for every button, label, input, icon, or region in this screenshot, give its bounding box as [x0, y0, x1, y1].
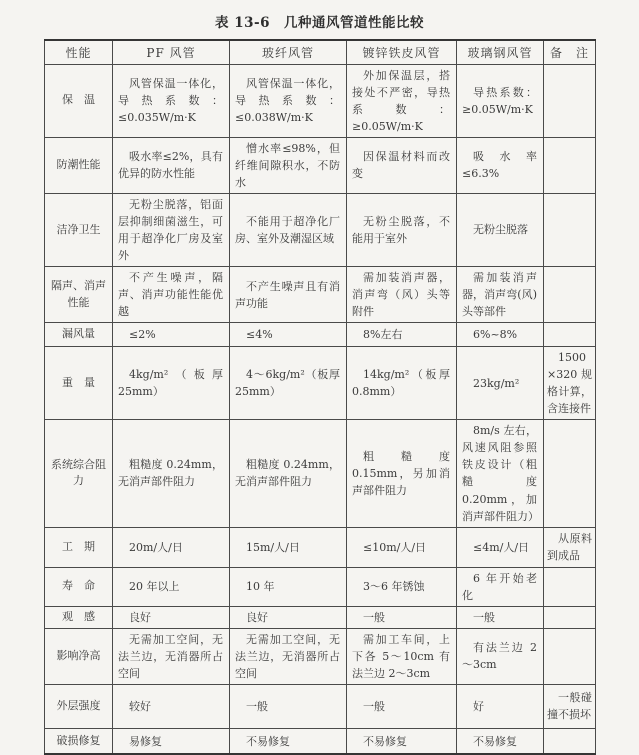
- remark-cell: [544, 728, 596, 754]
- row-label: 隔声、消声性能: [45, 267, 113, 323]
- cell: 因保温材料而改变: [347, 137, 457, 193]
- cell: 8%左右: [347, 323, 457, 347]
- column-header-5: 备 注: [544, 40, 596, 64]
- cell: 较好: [113, 684, 230, 728]
- row-label: 观 感: [45, 606, 113, 628]
- remark-cell: [544, 137, 596, 193]
- column-header-3: 镀锌铁皮风管: [347, 40, 457, 64]
- cell: 3～6 年锈蚀: [347, 567, 457, 606]
- column-header-0: 性能: [45, 40, 113, 64]
- cell: 6%~8%: [457, 323, 544, 347]
- cell: 6 年开始老化: [457, 567, 544, 606]
- cell: 无需加工空间，无法兰边，无消器所占空间: [113, 628, 230, 684]
- cell: 需加工车间，上下各 5～10cm 有法兰边 2～3cm: [347, 628, 457, 684]
- header-row: [45, 40, 596, 64]
- cell: 风管保温一体化，导热系数：≤0.035W/m·K: [113, 64, 230, 137]
- cell: 良好: [113, 606, 230, 628]
- cell: 23kg/m²: [457, 347, 544, 420]
- row-label: 寿 命: [45, 567, 113, 606]
- cell: 吸水率≤2%，具有优异的防水性能: [113, 137, 230, 193]
- cell: 不易修复: [457, 728, 544, 754]
- row-label: 洁净卫生: [45, 193, 113, 266]
- remark-cell: [544, 323, 596, 347]
- row-label: 保 温: [45, 64, 113, 137]
- cell: 一般: [230, 684, 347, 728]
- table-row: [45, 527, 596, 567]
- cell: 外加保温层，搭接处不严密，导热系数：≥0.05W/m·K: [347, 64, 457, 137]
- cell: 良好: [230, 606, 347, 628]
- cell: 导热系数：≥0.05W/m·K: [457, 64, 544, 137]
- cell: 需加装消声器，消声弯（风）头等附件: [347, 267, 457, 323]
- remark-cell: 一般碰撞不损坏: [544, 684, 596, 728]
- row-label: 重 量: [45, 347, 113, 420]
- remark-cell: 从原料到成品: [544, 527, 596, 567]
- row-label: 漏风量: [45, 323, 113, 347]
- table-row: [45, 64, 596, 137]
- cell: 粗糙度 0.15mm，另加消声部件阻力: [347, 420, 457, 527]
- cell: 不产生噪声，隔声、消声功能性能优越: [113, 267, 230, 323]
- table-row: [45, 267, 596, 323]
- row-label: 系统综合阻力: [45, 420, 113, 527]
- remark-cell: [544, 567, 596, 606]
- remark-cell: [544, 628, 596, 684]
- cell: 不能用于超净化厂房、室外及潮湿区域: [230, 193, 347, 266]
- cell: 20m/人/日: [113, 527, 230, 567]
- row-label: 防潮性能: [45, 137, 113, 193]
- table-row: [45, 137, 596, 193]
- remark-cell: [544, 267, 596, 323]
- table-row: [45, 567, 596, 606]
- cell: 8m/s 左右，风速风阻参照铁皮设计（粗糙度 0.20mm，加消声部件阻力）: [457, 420, 544, 527]
- cell: 需加装消声器，消声弯(风)头等部件: [457, 267, 544, 323]
- row-label: 工 期: [45, 527, 113, 567]
- table-row: [45, 728, 596, 754]
- cell: 粗糙度 0.24mm，无消声部件阻力: [230, 420, 347, 527]
- table-title: 表 13-6 几种通风管道性能比较: [215, 15, 424, 31]
- cell: 一般: [347, 606, 457, 628]
- cell: 有法兰边 2～3cm: [457, 628, 544, 684]
- cell: 4～6kg/m²（板厚 25mm）: [230, 347, 347, 420]
- cell: 易修复: [113, 728, 230, 754]
- cell: 无粉尘脱落: [457, 193, 544, 266]
- cell: ≤4m/人/日: [457, 527, 544, 567]
- cell: 15m/人/日: [230, 527, 347, 567]
- cell: 无需加工空间，无法兰边，无消器所占空间: [230, 628, 347, 684]
- table-row: [45, 323, 596, 347]
- table-row: [45, 347, 596, 420]
- cell: ≤2%: [113, 323, 230, 347]
- cell: ≤10m/人/日: [347, 527, 457, 567]
- table-row: [45, 628, 596, 684]
- column-header-4: 玻璃钢风管: [457, 40, 544, 64]
- cell: 14kg/m²（板厚 0.8mm）: [347, 347, 457, 420]
- remark-cell: [544, 193, 596, 266]
- cell: 20 年以上: [113, 567, 230, 606]
- table-row: [45, 193, 596, 266]
- cell: 无粉尘脱落，铝面层抑制细菌滋生，可用于超净化厂房及室外: [113, 193, 230, 266]
- cell: 无粉尘脱落，不能用于室外: [347, 193, 457, 266]
- cell: 粗糙度 0.24mm，无消声部件阻力: [113, 420, 230, 527]
- column-header-1: PF 风管: [113, 40, 230, 64]
- cell: 风管保温一体化，导热系数：≤0.038W/m·K: [230, 64, 347, 137]
- cell: 一般: [457, 606, 544, 628]
- cell: 一般: [347, 684, 457, 728]
- cell: 不产生噪声且有消声功能: [230, 267, 347, 323]
- remark-cell: 1500×320 规格计算，含连接件: [544, 347, 596, 420]
- cell: 不易修复: [230, 728, 347, 754]
- duct-comparison-table: [44, 39, 596, 755]
- table-row: [45, 684, 596, 728]
- cell: 4kg/m²（板厚 25mm）: [113, 347, 230, 420]
- column-header-2: 玻纤风管: [230, 40, 347, 64]
- table-body: [45, 64, 596, 754]
- row-label: 破损修复: [45, 728, 113, 754]
- cell: 吸水率≤6.3%: [457, 137, 544, 193]
- row-label: 外层强度: [45, 684, 113, 728]
- cell: 不易修复: [347, 728, 457, 754]
- remark-cell: [544, 64, 596, 137]
- row-label: 影响净高: [45, 628, 113, 684]
- cell: 10 年: [230, 567, 347, 606]
- cell: ≤4%: [230, 323, 347, 347]
- remark-cell: [544, 420, 596, 527]
- table-row: [45, 420, 596, 527]
- cell: 好: [457, 684, 544, 728]
- cell: 憎水率≤98%，但纤维间隙积水，不防水: [230, 137, 347, 193]
- remark-cell: [544, 606, 596, 628]
- table-row: [45, 606, 596, 628]
